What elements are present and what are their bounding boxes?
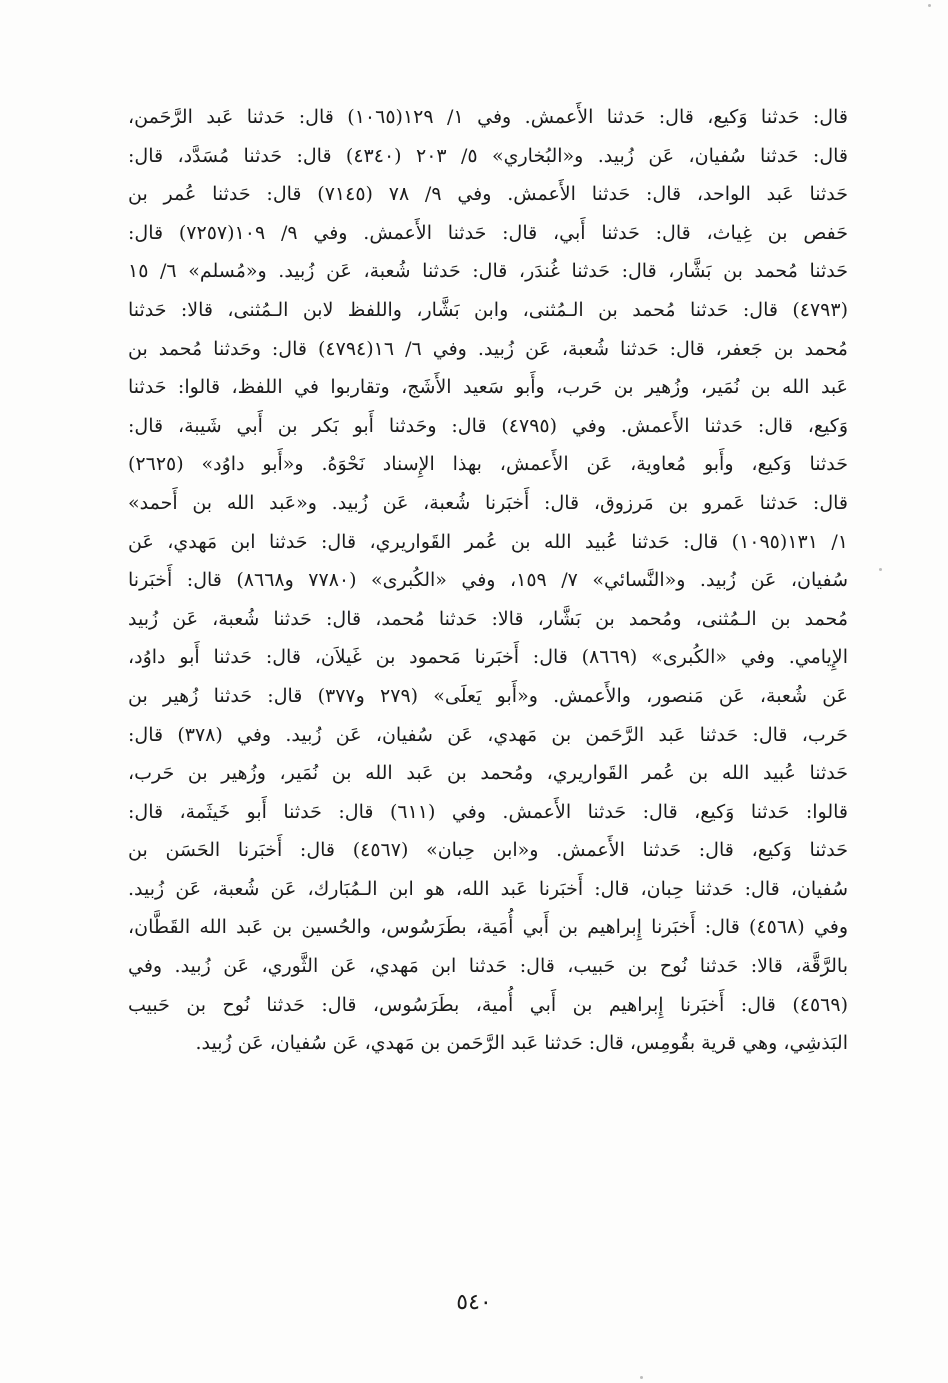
text-line: (٤٥٦٩) قال: أَخبَرنا إِبراهيم بن أَبي أُمية، بطَرَسُوس، قال: حَدثنا نُوح بن حَبيب — [128, 993, 848, 1016]
text-line: حَفص بن غِياث، قال: حَدثنا أَبي، قال: حَدثنا الأَعمش. وفي ٩/ ١٠٩(٧٢٥٧) قال: — [128, 221, 848, 244]
page-number: ٥٤٠ — [456, 1290, 492, 1315]
text-line: ١/ ١٣١(١٠٩٥) قال: حَدثنا عُبيد الله بن عُمر القَواريري، قال: حَدثنا ابن مَهدي، عَن — [128, 530, 848, 553]
scan-speck — [640, 1376, 643, 1379]
scan-speck — [879, 568, 882, 571]
text-line: وَكيع، قال: حَدثنا الأَعمش. وفي (٤٧٩٥) قال: وحَدثنا أَبو بَكر بن أَبي شَيبة، قال: — [128, 414, 848, 437]
text-line: حَدثنا مُحمد بن بَشَّار، قال: حَدثنا غُندَر، قال: حَدثنا شُعبة، عَن زُبيد. و«مُسلم» ٦/ ١٥ — [128, 260, 848, 283]
text-line: حَدثنا وَكيع، قال: حَدثنا الأَعمش. و«ابن حِبان» (٤٥٦٧) قال: أَخبَرنا الحَسَن بن — [128, 839, 848, 862]
text-line: قال: حَدثنا سُفيان، عَن زُبيد. و«البُخاري» ٥/ ٢٠٣ (٤٣٤٠) قال: حَدثنا مُسَدَّد، قال: — [128, 144, 848, 167]
scan-speck — [928, 4, 931, 7]
text-line: قال: حَدثنا عَمرو بن مَرزوق، قال: أَخبَرنا شُعبة، عَن زُبيد. و«عَبد الله بن أَحمد» — [128, 491, 848, 514]
text-line: سُفيان، عَن زُبيد. و«النَّسائي» ٧/ ١٥٩، وفي «الكُبرى» (٧٧٨٠ و٨٦٦٨) قال: أَخبَرنا — [128, 569, 848, 592]
text-line: عَبد الله بن نُمَير، وزُهير بن حَرب، وأَبو سَعيد الأَشَج، وتقاربوا في اللفظ، قالوا: حَدثنا — [128, 376, 848, 399]
text-line: عَن شُعبة، عَن مَنصور، والأَعمش. و«أَبو يَعلَى» (٢٧٩ و٣٧٧) قال: حَدثنا زُهير بن — [128, 684, 848, 707]
text-line: سُفيان، قال: حَدثنا حِبان، قال: أَخبَرنا عَبد الله، هو ابن الـمُبَارك، عَن شُعبة، عَن زُبيد. — [128, 877, 848, 900]
text-line: مُحمد بن الـمُثنى، ومُحمد بن بَشَّار، قالا: حَدثنا مُحمد، قال: حَدثنا شُعبة، عَن زُبيد — [128, 607, 848, 630]
text-line: قال: حَدثنا وَكيع، قال: حَدثنا الأَعمش. وفي ١/ ١٢٩(١٠٦٥) قال: حَدثنا عَبد الرَّحَمن، — [128, 106, 848, 128]
text-line: قالوا: حَدثنا وَكيع، قال: حَدثنا الأَعمش. وفي (٦١١) قال: حَدثنا أَبو خَيثَمة، قال: — [128, 800, 848, 823]
text-line: حَدثنا وَكيع، وأَبو مُعاوية، عَن الأَعمش، بهذا الإِسناد نَحْوَهُ. و«أَبو داوُد» (٢٦٢٥) — [128, 453, 848, 476]
text-line: (٤٧٩٣) قال: حَدثنا مُحمد بن الـمُثنى، وابن بَشَّار، واللفظ لابن الـمُثنى، قالا: حَدثنا — [128, 298, 848, 321]
text-line: حَرب، قال: حَدثنا عَبد الرَّحَمن بن مَهدي، عَن سُفيان، عَن زُبيد. وفي (٣٧٨) قال: — [128, 723, 848, 746]
text-line: مُحمد بن جَعفر، قال: حَدثنا شُعبة، عَن زُبيد. وفي ٦/ ١٦(٤٧٩٤) قال: وحَدثنا مُحمد بن — [128, 337, 848, 360]
text-line: البَذشِي، وهي قرية بقُومِس، قال: حَدثنا عَبد الرَّحَمن بن مَهدي، عَن سُفيان، عَن زُبيد. — [195, 1032, 848, 1055]
text-line: حَدثنا عُبيد الله بن عُمر القَواريري، ومُحمد بن عَبد الله بن نُمَير، وزُهير بن حَرب، — [128, 762, 848, 785]
text-line: الإِيامي. وفي «الكُبرى» (٨٦٦٩) قال: أَخبَرنا مَحمود بن غَيلاَن، قال: حَدثنا أَبو داوُد، — [128, 646, 848, 669]
text-line: حَدثنا عَبد الواحد، قال: حَدثنا الأَعمش. وفي ٩/ ٧٨ (٧١٤٥) قال: حَدثنا عُمر بن — [128, 183, 848, 206]
body-text — [128, 98, 848, 1063]
text-line: بالرَّقَّة، قالا: حَدثنا نُوح بن حَبيب، قال: حَدثنا ابن مَهدي، عَن الثَّوري، عَن زُبيد. وفي — [128, 955, 848, 978]
text-line: وفي (٤٥٦٨) قال: أَخبَرنا إِبراهيم بن أَبي أُمَية، بطَرَسُوس، والحُسين بن عَبد الله القَطَّان، — [128, 916, 848, 939]
